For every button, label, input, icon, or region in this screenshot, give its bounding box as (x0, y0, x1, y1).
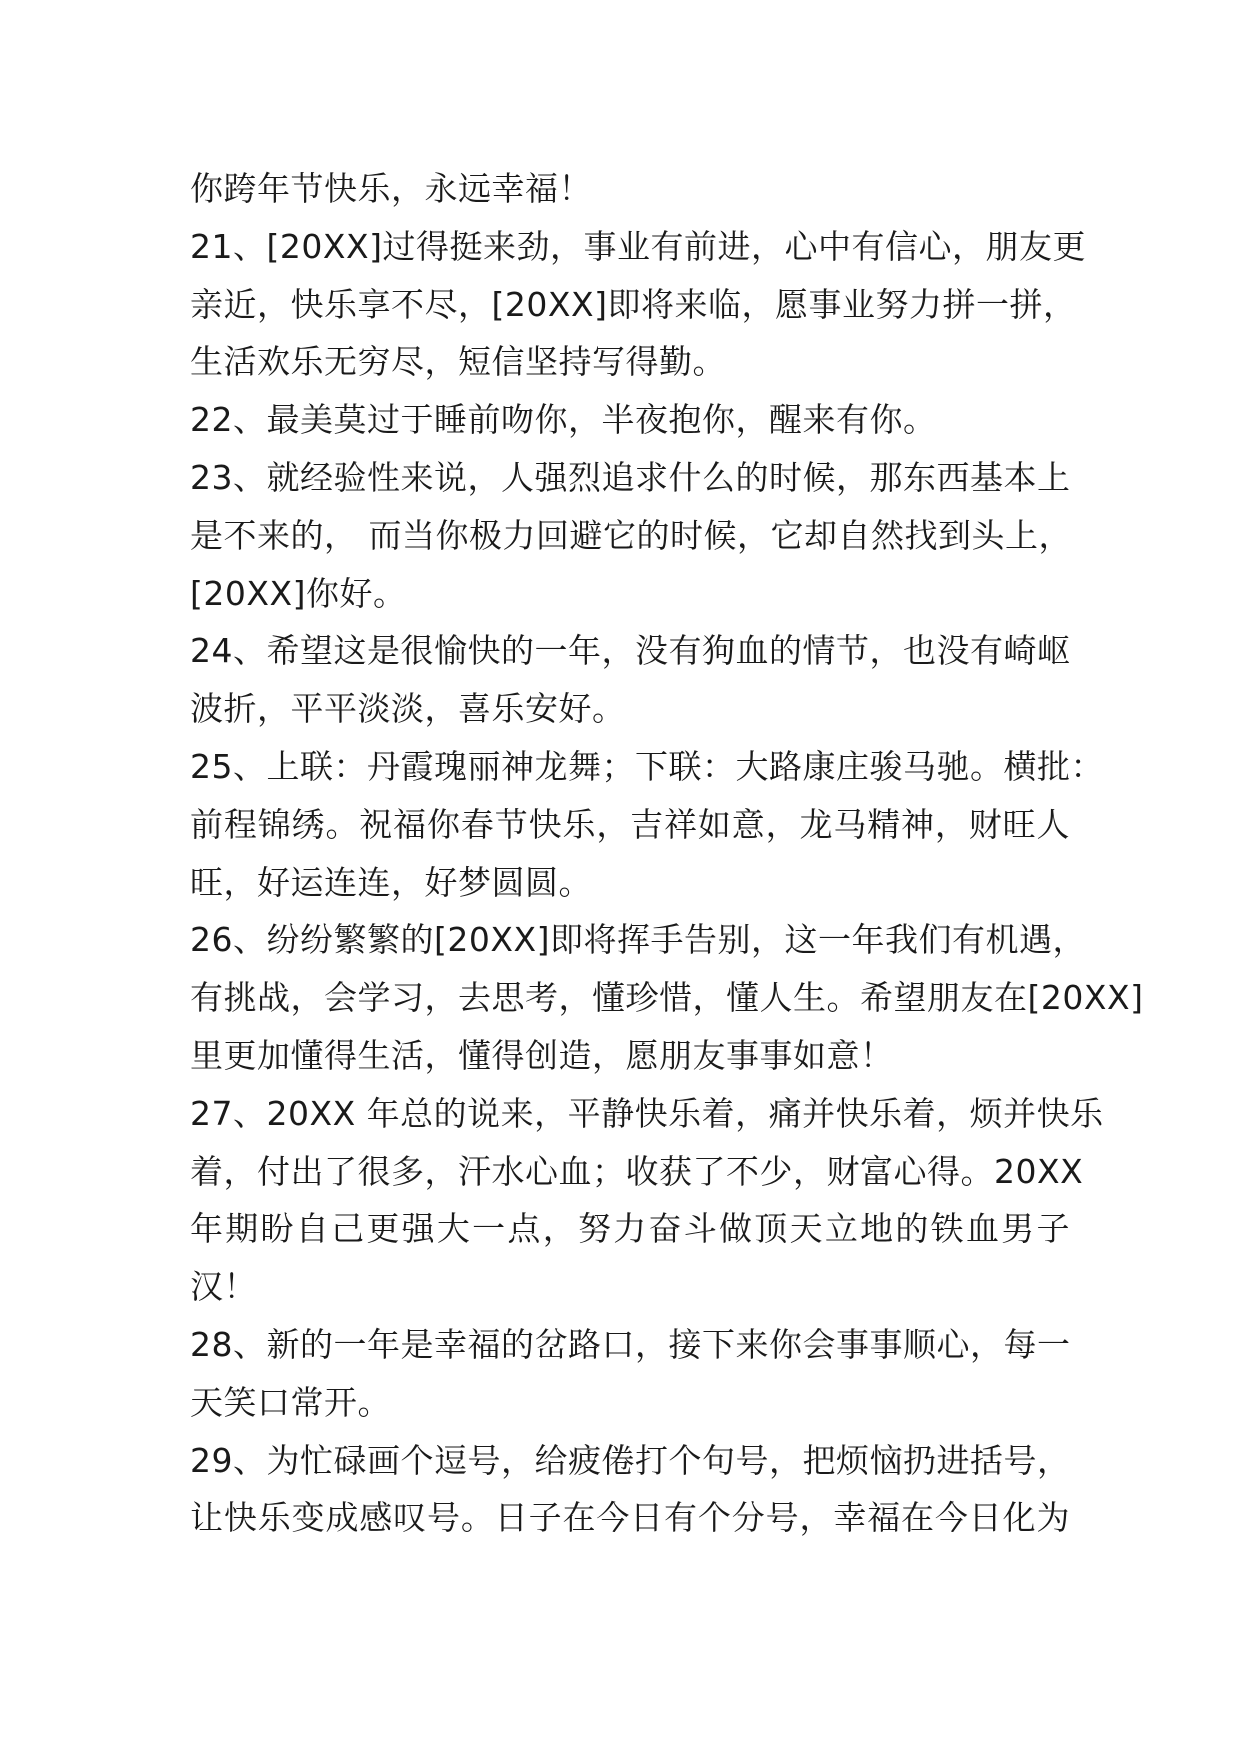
text-line: 是不来的， 而当你极力回避它的时候，它却自然找到头上， (190, 515, 1072, 555)
text-line: 23、就经验性来说，人强烈追求什么的时候，那东西基本上 (190, 457, 1071, 497)
document-body (190, 160, 1144, 1547)
text-line: 波折，平平淡淡，喜乐安好。 (190, 689, 626, 729)
text-line: 22、最美莫过于睡前吻你，半夜抱你，醒来有你。 (190, 400, 937, 440)
text-line: 汉！ (190, 1267, 257, 1307)
text-line: 亲近，快乐享不尽，[20XX]即将来临，愿事业努力拼一拼， (190, 284, 1077, 324)
text-line: 27、20XX 年总的说来，平静快乐着，痛并快乐着，烦并快乐 (190, 1093, 1104, 1133)
text-line: [20XX]你好。 (190, 573, 407, 613)
text-line: 24、希望这是很愉快的一年，没有狗血的情节，也没有崎岖 (190, 631, 1071, 671)
text-line: 旺，好运连连，好梦圆圆。 (190, 862, 592, 902)
text-line: 里更加懂得生活，懂得创造，愿朋友事事如意！ (190, 1035, 894, 1075)
text-line: 生活欢乐无穷尽，短信坚持写得勤。 (190, 342, 726, 382)
text-line: 29、为忙碌画个逗号，给疲倦打个句号，把烦恼扔进括号， (190, 1440, 1071, 1480)
text-line: 25、上联：丹霞瑰丽神龙舞；下联：大路康庄骏马驰。横批： (190, 746, 1104, 786)
text-line: 前程锦绣。祝福你春节快乐，吉祥如意，龙马精神，财旺人 (190, 804, 1070, 844)
text-line: 天笑口常开。 (190, 1382, 391, 1422)
text-line: 21、[20XX]过得挺来劲，事业有前进，心中有信心，朋友更 (190, 226, 1086, 266)
text-line: 让快乐变成感叹号。日子在今日有个分号，幸福在今日化为 (190, 1498, 1070, 1538)
text-line: 有挑战，会学习，去思考，懂珍惜，懂人生。希望朋友在[20XX] (190, 978, 1144, 1018)
text-line: 着，付出了很多，汗水心血；收获了不少，财富心得。20XX (190, 1151, 1084, 1191)
text-line: 你跨年节快乐，永远幸福！ (190, 169, 592, 208)
text-line: 26、纷纷繁繁的[20XX]即将挥手告别，这一年我们有机遇， (190, 920, 1086, 960)
text-line: 年期盼自己更强大一点，努力奋斗做顶天立地的铁血男子 (190, 1209, 1070, 1249)
text-line: 28、新的一年是幸福的岔路口，接下来你会事事顺心，每一 (190, 1324, 1071, 1364)
